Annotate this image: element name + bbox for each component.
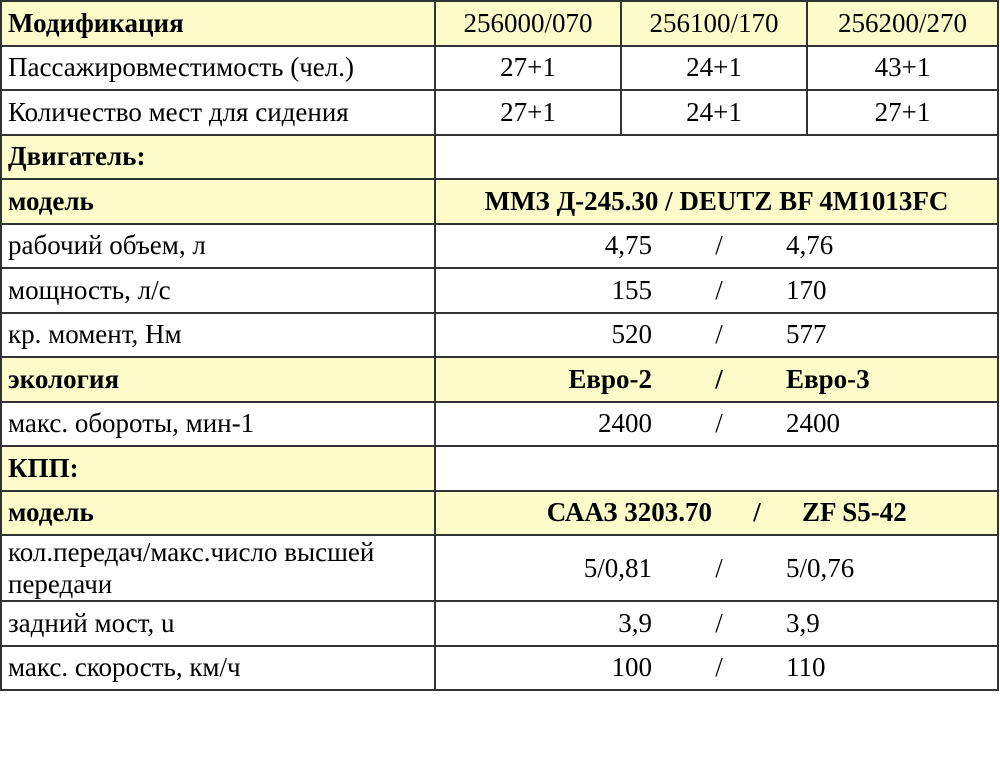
gearbox-model-values	[435, 491, 998, 536]
eco-values	[435, 357, 998, 402]
passenger-value-3: 43+1	[807, 46, 998, 91]
axle-b: 3,9	[786, 607, 820, 638]
engine-model-row	[1, 179, 998, 224]
header-label: Модификация	[1, 1, 435, 46]
torque-sep: /	[715, 319, 723, 350]
gears-b: 5/0,76	[786, 552, 855, 583]
engine-section-title: Двигатель:	[1, 135, 435, 180]
gearbox-model-a: СААЗ 3203.70	[546, 497, 712, 528]
seats-value-3: 27+1	[807, 90, 998, 135]
displacement-b: 4,76	[786, 230, 834, 261]
passenger-value-2: 24+1	[621, 46, 807, 91]
seats-row	[1, 90, 998, 135]
engine-section-row	[1, 135, 998, 180]
speed-label: макс. скорость, км/ч	[1, 646, 435, 691]
passenger-value-1: 27+1	[435, 46, 621, 91]
engine-model-value: ММЗ Д-245.30 / DEUTZ BF 4M1013FC	[435, 179, 998, 224]
eco-row	[1, 357, 998, 402]
gearbox-model-sep: /	[753, 497, 761, 528]
seats-value-2: 24+1	[621, 90, 807, 135]
axle-row	[1, 601, 998, 646]
power-b: 170	[786, 274, 827, 305]
rpm-row	[1, 402, 998, 447]
power-label: мощность, л/с	[1, 268, 435, 313]
speed-b: 110	[786, 652, 826, 683]
rpm-b: 2400	[786, 408, 840, 439]
seats-label: Количество мест для сидения	[1, 90, 435, 135]
passenger-label: Пассажировместимость (чел.)	[1, 46, 435, 91]
axle-sep: /	[715, 607, 723, 638]
gearbox-section-empty	[435, 446, 998, 491]
eco-b: Евро-3	[786, 363, 870, 394]
mod-2: 256100/170	[621, 1, 807, 46]
rpm-label: макс. обороты, мин-1	[1, 402, 435, 447]
gears-row	[1, 535, 998, 601]
axle-label: задний мост, u	[1, 601, 435, 646]
gearbox-model-b: ZF S5-42	[802, 497, 907, 528]
power-a: 155	[611, 274, 652, 305]
power-sep: /	[715, 274, 723, 305]
displacement-row	[1, 224, 998, 269]
mod-1: 256000/070	[435, 1, 621, 46]
seats-value-1: 27+1	[435, 90, 621, 135]
power-row	[1, 268, 998, 313]
rpm-a: 2400	[598, 408, 652, 439]
rpm-values	[435, 402, 998, 447]
gears-values	[435, 535, 998, 601]
eco-sep: /	[715, 363, 723, 394]
power-values	[435, 268, 998, 313]
gearbox-model-label: модель	[1, 491, 435, 536]
speed-row	[1, 646, 998, 691]
torque-b: 577	[786, 319, 827, 350]
displacement-sep: /	[715, 230, 723, 261]
speed-a: 100	[611, 652, 652, 683]
axle-a: 3,9	[618, 607, 652, 638]
engine-model-label: модель	[1, 179, 435, 224]
axle-values	[435, 601, 998, 646]
eco-label: экология	[1, 357, 435, 402]
displacement-values	[435, 224, 998, 269]
engine-section-empty	[435, 135, 998, 180]
passenger-row	[1, 46, 998, 91]
speed-values	[435, 646, 998, 691]
header-row	[1, 1, 998, 46]
torque-label: кр. момент, Нм	[1, 313, 435, 358]
displacement-label: рабочий объем, л	[1, 224, 435, 269]
eco-a: Евро-2	[568, 363, 652, 394]
gears-a: 5/0,81	[583, 552, 652, 583]
rpm-sep: /	[715, 408, 723, 439]
mod-3: 256200/270	[807, 1, 998, 46]
torque-a: 520	[611, 319, 652, 350]
torque-values	[435, 313, 998, 358]
displacement-a: 4,75	[604, 230, 652, 261]
gears-sep: /	[715, 552, 723, 583]
torque-row	[1, 313, 998, 358]
gearbox-section-title: КПП:	[1, 446, 435, 491]
speed-sep: /	[715, 652, 723, 683]
gearbox-model-row	[1, 491, 998, 536]
gearbox-section-row	[1, 446, 998, 491]
gears-label: кол.передач/макс.число высшей передачи	[1, 535, 435, 601]
